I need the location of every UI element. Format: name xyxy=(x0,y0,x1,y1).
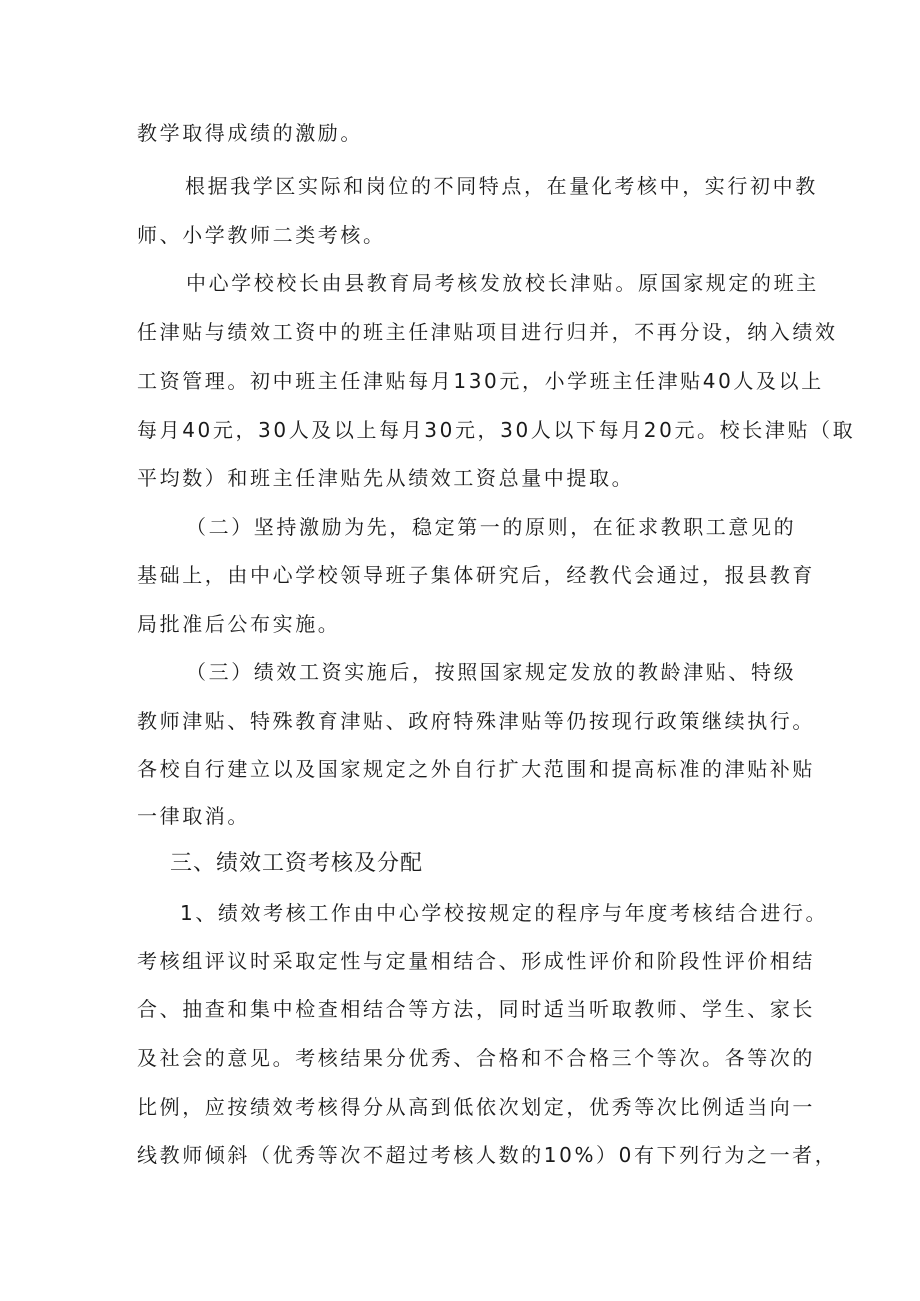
text-line: （三）绩效工资实施后，按照国家规定发放的教龄津贴、特级 xyxy=(186,660,797,684)
text-line: 局批准后公布实施。 xyxy=(137,612,341,636)
text-line: 及社会的意见。考核结果分优秀、合格和不合格三个等次。各等次的 xyxy=(137,1046,815,1070)
text-line: 中心学校校长由县教育局考核发放校长津贴。原国家规定的班主 xyxy=(186,271,819,295)
text-line: 考核组评议时采取定性与定量相结合、形成性评价和阶段性评价相结 xyxy=(137,949,815,973)
text-line: 线教师倾斜（优秀等次不超过考核人数的10%）0有下列行为之一者， xyxy=(137,1143,838,1167)
text-line: 师、小学教师二类考核。 xyxy=(137,223,386,247)
text-line: 基础上，由中心学校领导班子集体研究后，经教代会通过，报县教育 xyxy=(137,563,815,587)
text-line: 教师津贴、特殊教育津贴、政府特殊津贴等仍按现行政策继续执行。 xyxy=(137,709,815,733)
text-line: 任津贴与绩效工资中的班主任津贴项目进行归并，不再分设，纳入绩效 xyxy=(137,320,838,344)
text-line: 合、抽查和集中检查相结合等方法，同时适当听取教师、学生、家长 xyxy=(137,997,815,1021)
section-heading: 三、绩效工资考核及分配 xyxy=(170,851,424,876)
text-line: 工资管理。初中班主任津贴每月130元，小学班主任津贴40人及以上 xyxy=(137,369,824,393)
text-line: 各校自行建立以及国家规定之外自行扩大范围和提高标准的津贴补贴 xyxy=(137,757,815,781)
text-line: （二）坚持激励为先，稳定第一的原则，在征求教职工意见的 xyxy=(186,515,797,539)
text-line: 教学取得成绩的激励。 xyxy=(137,121,363,145)
text-line: 每月40元，30人及以上每月30元，30人以下每月20元。校长津贴（取 xyxy=(137,418,856,442)
text-line: 平均数）和班主任津贴先从绩效工资总量中提取。 xyxy=(137,466,635,490)
text-line: 一律取消。 xyxy=(137,804,250,828)
text-line: 1、绩效考核工作由中心学校按规定的程序与年度考核结合进行。 xyxy=(180,901,829,925)
text-line: 根据我学区实际和岗位的不同特点，在量化考核中，实行初中教 xyxy=(185,174,818,198)
text-line: 比例，应按绩效考核得分从高到低依次划定，优秀等次比例适当向一 xyxy=(137,1095,815,1119)
